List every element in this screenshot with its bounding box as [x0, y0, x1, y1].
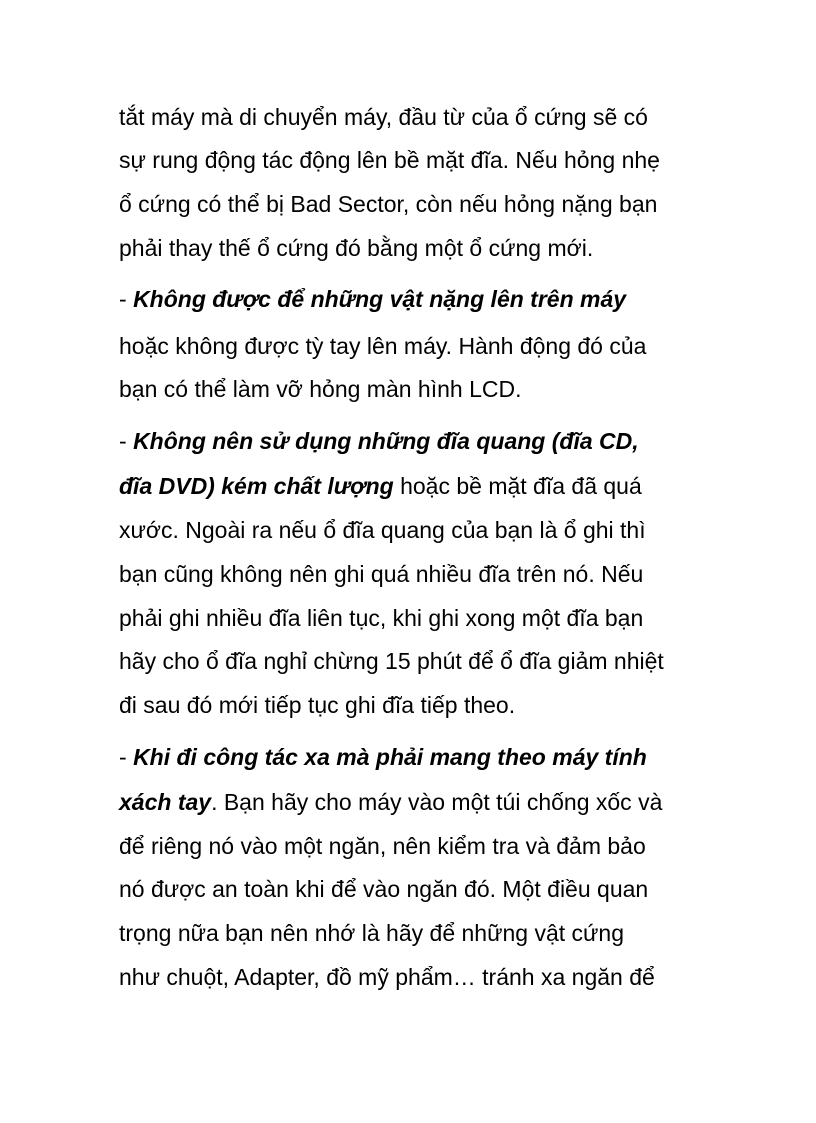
text-line	[119, 603, 643, 633]
text-run: tắt máy mà di chuyển máy, đầu từ của ổ cứng sẽ có	[119, 104, 648, 130]
emphasis-text: Khi đi công tác xa mà phải mang theo máy tính	[133, 744, 647, 770]
text-run: bạn cũng không nên ghi quá nhiều đĩa trên nó. Nếu	[119, 561, 644, 587]
text-run: phải ghi nhiều đĩa liên tục, khi ghi xong một đĩa bạn	[119, 605, 644, 631]
bullet-dash: -	[119, 744, 134, 770]
text-line	[119, 331, 646, 361]
text-line	[119, 831, 646, 861]
text-run: sự rung động tác động lên bề mặt đĩa. Nếu hỏng nhẹ	[119, 147, 660, 173]
text-line	[119, 145, 660, 175]
emphasis-text: đĩa DVD) kém chất lượng	[119, 473, 394, 499]
text-line	[119, 189, 657, 219]
bullet-dash: -	[119, 286, 134, 312]
emphasis-text: xách tay	[119, 789, 212, 815]
text-line	[119, 233, 593, 263]
text-line	[119, 874, 648, 904]
text-run: đi sau đó mới tiếp tục ghi đĩa tiếp theo.	[119, 692, 516, 718]
text-run: hãy cho ổ đĩa nghỉ chừng 15 phút để ổ đĩa giảm nhiệt	[119, 648, 664, 674]
text-run: như chuột, Adapter, đồ mỹ phẩm… tránh xa ngăn để	[119, 964, 655, 990]
text-line	[119, 559, 643, 589]
text-line	[119, 646, 664, 676]
text-run: xước. Ngoài ra nếu ổ đĩa quang của bạn là ổ ghi thì	[119, 517, 646, 543]
text-line	[119, 918, 624, 948]
text-run: hoặc không được tỳ tay lên máy. Hành động đó của	[119, 333, 647, 359]
text-run: hoặc bề mặt đĩa đã quá	[393, 473, 642, 499]
text-run: ổ cứng có thể bị Bad Sector, còn nếu hỏng nặng bạn	[119, 191, 658, 217]
text-run: để riêng nó vào một ngăn, nên kiểm tra và đảm bảo	[119, 833, 646, 859]
text-line	[119, 102, 648, 132]
text-run: nó được an toàn khi để vào ngăn đó. Một điều quan	[119, 876, 649, 902]
text-line	[119, 471, 642, 501]
text-run: . Bạn hãy cho máy vào một túi chống xốc và	[211, 789, 663, 815]
text-line	[119, 962, 655, 992]
text-run: bạn có thể làm vỡ hỏng màn hình LCD.	[119, 376, 522, 402]
bullet-line	[119, 284, 626, 314]
emphasis-text: Không được để những vật nặng lên trên máy	[133, 286, 627, 312]
text-line	[119, 690, 515, 720]
text-run: trọng nữa bạn nên nhớ là hãy để những vật cứng	[119, 920, 625, 946]
text-line	[119, 515, 646, 545]
bullet-line	[119, 742, 647, 772]
bullet-dash: -	[119, 428, 134, 454]
text-run: phải thay thế ổ cứng đó bằng một ổ cứng mới.	[119, 235, 594, 261]
emphasis-text: Không nên sử dụng những đĩa quang (đĩa CD,	[133, 428, 639, 454]
text-line	[119, 787, 662, 817]
bullet-line	[119, 426, 639, 456]
text-line	[119, 374, 521, 404]
